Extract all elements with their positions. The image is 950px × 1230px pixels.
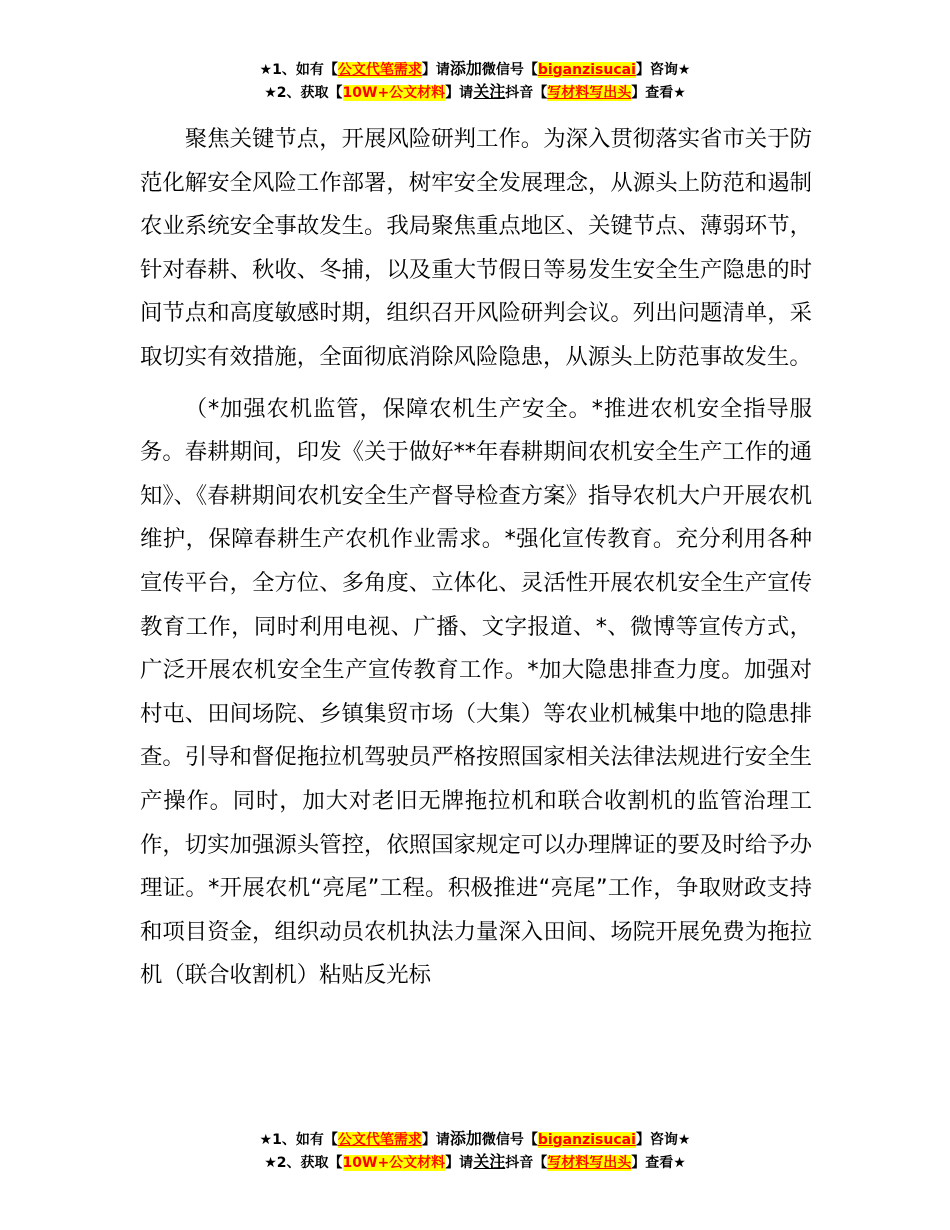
banner-text: 】咨询★	[635, 1132, 691, 1148]
banner-text: 】请	[421, 62, 450, 78]
banner-text: 】请	[421, 1132, 450, 1148]
banner-emphasis: 添加	[449, 1129, 482, 1148]
banner-text: 抖音【	[505, 85, 548, 101]
banner-line-2	[0, 81, 950, 104]
banner-text: 抖音【	[505, 1155, 548, 1171]
banner-emphasis: 关注	[473, 1152, 506, 1171]
document-body	[140, 118, 812, 998]
banner-text: ★2、获取【	[264, 85, 343, 101]
highlight-writing-service: 公文代笔需求	[337, 62, 422, 78]
banner-text: 】查看★	[631, 1155, 686, 1171]
banner-text: 】请	[445, 1155, 474, 1171]
banner-text: 】请	[445, 85, 474, 101]
banner-emphasis: 添加	[449, 59, 482, 78]
footer-banner	[0, 1128, 950, 1174]
banner-text: 】咨询★	[635, 62, 691, 78]
banner-text: 】查看★	[631, 85, 686, 101]
highlight-materials: 10W+公文材料	[342, 1155, 446, 1171]
highlight-douyin-account: 写材料写出头	[547, 1155, 632, 1171]
banner-text: ★1、如有【	[259, 1132, 338, 1148]
banner-line-1	[0, 1128, 950, 1151]
banner-emphasis: 关注	[473, 82, 506, 101]
highlight-wechat-id: biganzisucai	[537, 62, 636, 78]
paragraph-risk-assessment: 聚焦关键节点，开展风险研判工作。为深入贯彻落实省市关于防范化解安全风险工作部署，树牢安全发展理念，从源头上防范和遏制农业系统安全事故发生。我局聚焦重点地区、关键节点、薄弱环节，针对春耕、秋收、冬捕，以及重大节假日等易发生安全生产隐患的时间节点和高度敏感时期，组织召开风险研判会议。列出问题清单，采取切实有效措施，全面彻底消除风险隐患，从源头上防范事故发生。	[140, 126, 812, 370]
banner-text: ★1、如有【	[259, 62, 338, 78]
header-banner	[0, 58, 950, 104]
banner-line-2	[0, 1151, 950, 1174]
highlight-douyin-account: 写材料写出头	[547, 85, 632, 101]
paragraph-farm-machinery: （*加强农机监管，保障农机生产安全。*推进农机安全指导服务。春耕期间，印发《关于做好**年春耕期间农机安全生产工作的通知》、《春耕期间农机安全生产督导检查方案》指导农机大户开展农机维护，保障春耕生产农机作业需求。*强化宣传教育。充分利用各种宣传平台，全方位、多角度、立体化、灵活性开展农机安全生产宣传教育工作，同时利用电视、广播、文字报道、*、微博等宣传方式，广泛开展农机安全生产宣传教育工作。*加大隐患排查力度。加强对村屯、田间场院、乡镇集贸市场（大集）等农业机械集中地的隐患排查。引导和督促拖拉机驾驶员严格按照国家相关法律法规进行安全生产操作。同时，加大对老旧无牌拖拉机和联合收割机的监管治理工作，切实加强源头管控，依照国家规定可以办理牌证的要及时给予办理证。*开展农机“亮尾”工程。积极推进“亮尾”工作，争取财政支持和项目资金，组织动员农机执法力量深入田间、场院开展免费为拖拉机（联合收割机）粘贴反光标	[140, 395, 812, 989]
highlight-materials: 10W+公文材料	[342, 85, 446, 101]
banner-line-1	[0, 58, 950, 81]
highlight-writing-service: 公文代笔需求	[337, 1132, 422, 1148]
banner-text: 微信号【	[481, 62, 538, 78]
highlight-wechat-id: biganzisucai	[537, 1132, 636, 1148]
banner-text: ★2、获取【	[264, 1155, 343, 1171]
banner-text: 微信号【	[481, 1132, 538, 1148]
